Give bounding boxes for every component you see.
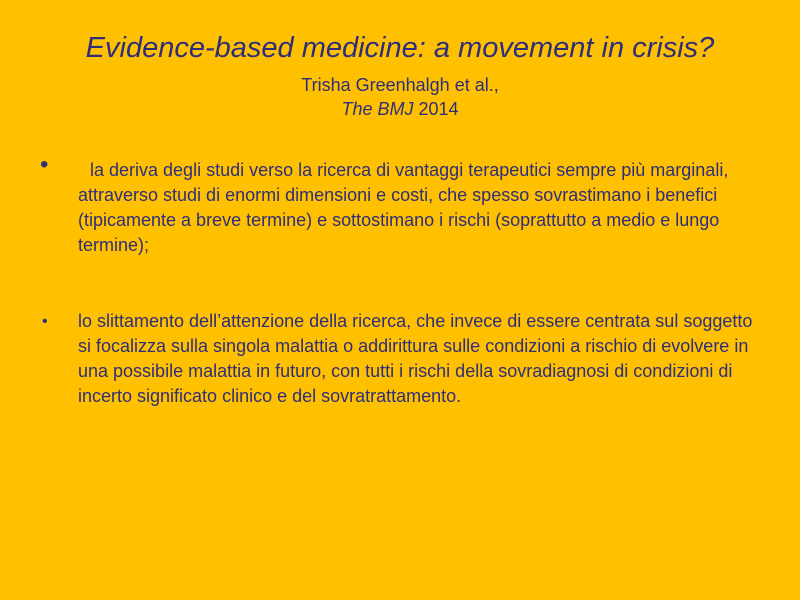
citation-source (0, 97, 800, 121)
bullet-text-2: lo slittamento dell’attenzione della ricerca, che invece di essere centrata sul soggetto si focalizza sulla singola malattia o addirittura sulle condizioni a rischio di evolvere in una possibile malattia in futuro, con tutti i rischi della sovradiagnosi di condizioni di incerto significato clinico e del sovratrattamento. (78, 311, 753, 406)
citation-journal: The BMJ (341, 99, 414, 119)
bullet-item-2 (40, 309, 770, 409)
bullet-marker-icon: • (42, 313, 48, 330)
citation (0, 73, 800, 121)
citation-year: 2014 (418, 99, 459, 119)
bullet-marker-icon: • (40, 151, 49, 178)
slide-title: Evidence-based medicine: a movement in crisis? (85, 32, 715, 64)
bullet-item-1 (40, 151, 770, 258)
citation-authors: Trisha Greenhalgh et al., (301, 75, 499, 95)
bullet-text-1: la deriva degli studi verso la ricerca di vantaggi terapeutici sempre più marginali, attraverso studi di enormi dimensioni e costi, che spesso sovrastimano i benefici (tipicamente a breve termine) e sottostimano i rischi (soprattutto a medio e lungo termine); (78, 160, 729, 255)
